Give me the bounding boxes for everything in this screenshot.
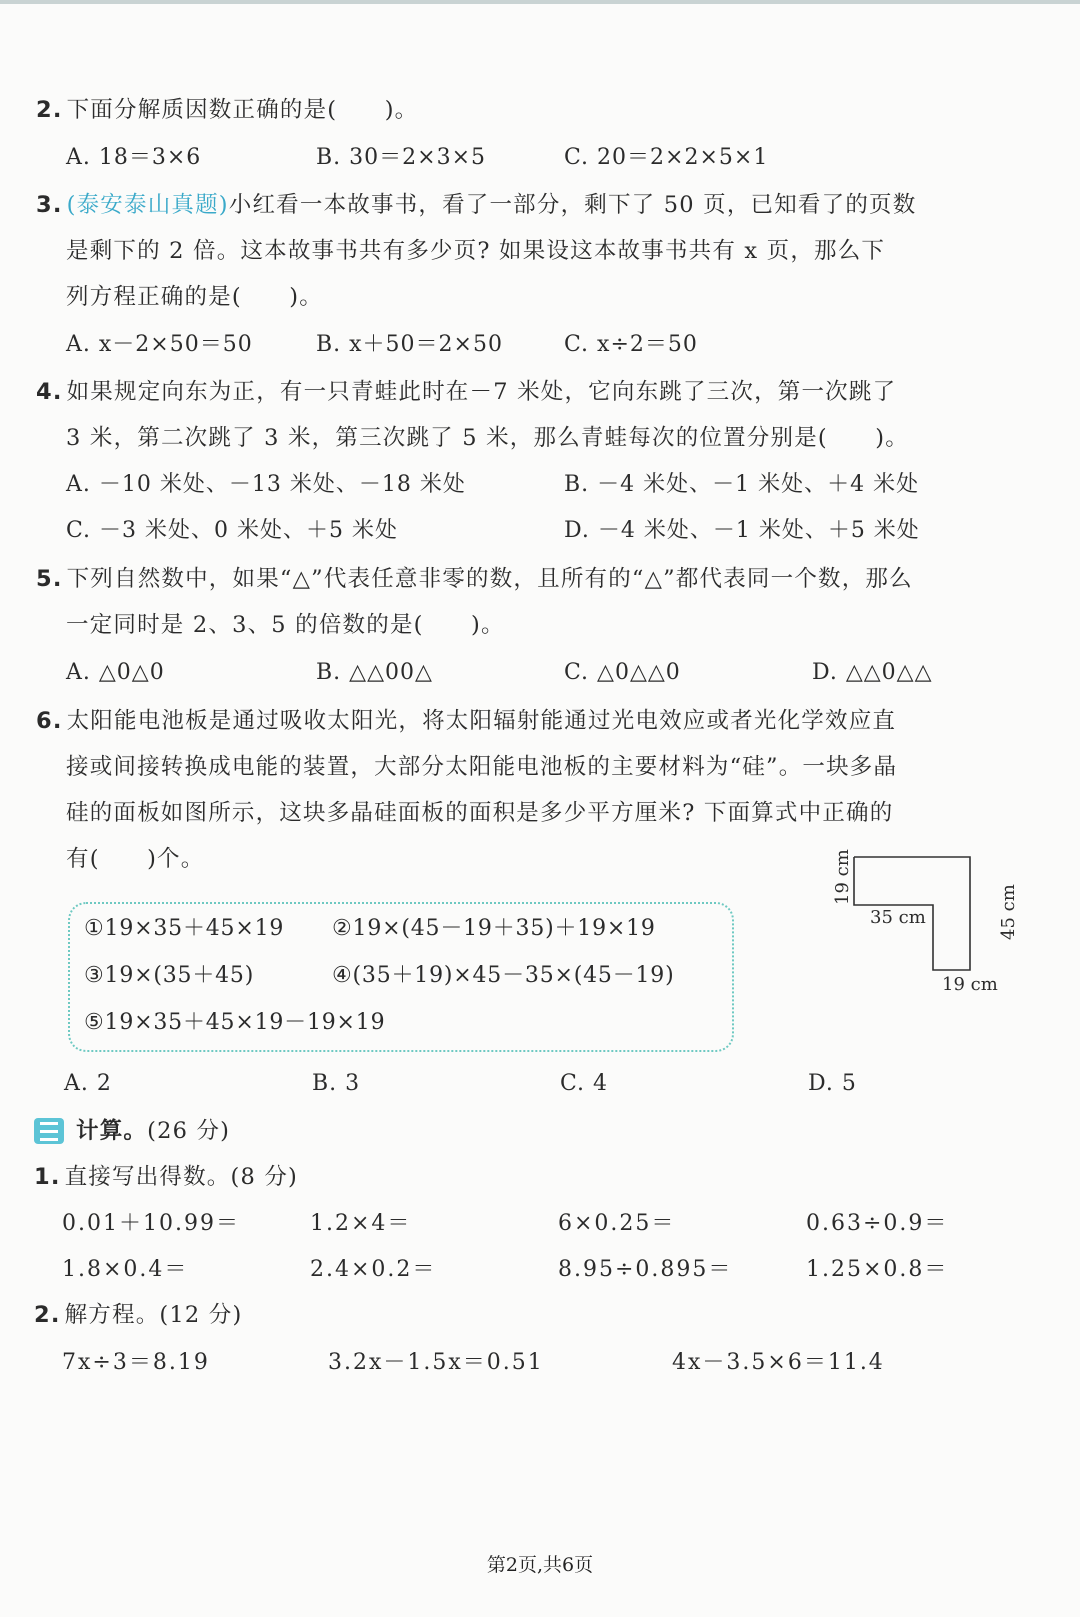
q2-option-a: A. 18＝3×6 (66, 145, 202, 170)
q6-option-a: A. 2 (64, 1071, 112, 1096)
calc-item: 0.01＋10.99＝ (62, 1211, 240, 1236)
equation-item: 4x－3.5×6＝11.4 (672, 1350, 885, 1375)
section-score: (26 分) (147, 1118, 231, 1144)
question-3-line-2: 是剩下的 2 倍。这本故事书共有多少页? 如果设这本故事书共有 x 页，那么下 (66, 238, 886, 264)
q5-option-b: B. △△00△ (316, 660, 433, 685)
q5-option-c: C. △0△△0 (564, 660, 681, 685)
page-top-border (0, 0, 1080, 4)
q2-option-b: B. 30＝2×3×5 (316, 145, 487, 170)
question-text: 如果规定向东为正，有一只青蛙此时在－7 米处，它向东跳了三次，第一次跳了 (66, 379, 897, 405)
question-number: 3. (36, 192, 63, 218)
q3-option-b: B. x＋50＝2×50 (316, 332, 503, 357)
q6-option-b: B. 3 (312, 1071, 361, 1096)
formula-5: ⑤19×35＋45×19－19×19 (84, 1010, 386, 1035)
question-text: 解方程。(12 分) (64, 1302, 243, 1328)
question-text: 太阳能电池板是通过吸收太阳光，将太阳辐射能通过光电效应或者光化学效应直 (66, 708, 897, 734)
calc-item: 1.8×0.4＝ (62, 1257, 189, 1282)
dimension-top-left-height: 19 cm (832, 849, 853, 905)
calc-item: 6×0.25＝ (558, 1211, 676, 1236)
q2-option-c: C. 20＝2×2×5×1 (564, 145, 769, 170)
q4-option-a: A. －10 米处、－13 米处、－18 米处 (66, 472, 466, 497)
question-6-line-1 (36, 706, 896, 736)
dimension-inner-width: 35 cm (870, 907, 926, 928)
question-5-line-1 (36, 564, 913, 594)
source-tag: (泰安泰山真题) (66, 192, 229, 218)
formula-3: ③19×(35＋45) (84, 963, 255, 988)
q5-option-d: D. △△0△△ (812, 660, 933, 685)
q4-option-c: C. －3 米处、0 米处、＋5 米处 (66, 518, 399, 543)
calc-1-title (34, 1162, 298, 1192)
q4-option-b: B. －4 米处、－1 米处、＋4 米处 (564, 472, 920, 497)
question-number: 2. (36, 97, 63, 123)
question-4-line-2: 3 米，第二次跳了 3 米，第三次跳了 5 米，那么青蛙每次的位置分别是( )。 (66, 425, 909, 451)
question-5-line-2: 一定同时是 2、3、5 的倍数的是( )。 (66, 612, 505, 638)
formula-1: ①19×35＋45×19 (84, 916, 285, 941)
section-title: 计算。 (76, 1118, 148, 1144)
formula-2: ②19×(45－19＋35)＋19×19 (332, 916, 656, 941)
question-text: 小红看一本故事书，看了一部分，剩下了 50 页，已知看了的页数 (228, 192, 917, 218)
page-number: 第2页,共6页 (486, 1554, 594, 1576)
question-6-line-2: 接或间接转换成电能的装置，大部分太阳能电池板的主要材料为“硅”。一块多晶 (66, 754, 898, 780)
calc-item: 2.4×0.2＝ (310, 1257, 437, 1282)
equation-item: 3.2x－1.5x＝0.51 (328, 1350, 544, 1375)
question-3-line-1 (36, 190, 916, 220)
question-6-line-4: 有( )个。 (66, 846, 205, 872)
q3-option-a: A. x－2×50＝50 (66, 332, 253, 357)
question-number: 4. (36, 379, 63, 405)
q5-option-a: A. △0△0 (66, 660, 165, 685)
question-3-line-3: 列方程正确的是( )。 (66, 284, 323, 310)
question-6-line-3: 硅的面板如图所示，这块多晶硅面板的面积是多少平方厘米? 下面算式中正确的 (66, 800, 894, 826)
question-text: 下列自然数中，如果“△”代表任意非零的数，且所有的“△”都代表同一个数，那么 (66, 566, 913, 592)
q6-option-c: C. 4 (560, 1071, 609, 1096)
formula-4: ④(35＋19)×45－35×(45－19) (332, 963, 675, 988)
question-4-line-1 (36, 377, 896, 407)
calc-item: 8.95÷0.895＝ (558, 1257, 733, 1282)
question-text: 直接写出得数。(8 分) (64, 1164, 299, 1190)
calc-item: 0.63÷0.9＝ (806, 1211, 949, 1236)
q4-option-d: D. －4 米处、－1 米处、＋5 米处 (564, 518, 920, 543)
dimension-right-height: 45 cm (998, 884, 1019, 940)
question-2-stem (36, 95, 418, 125)
question-number: 1. (34, 1164, 61, 1190)
question-text: 下面分解质因数正确的是( )。 (66, 97, 419, 123)
q3-option-c: C. x÷2＝50 (564, 332, 698, 357)
section-three-icon (34, 1118, 64, 1144)
question-number: 6. (36, 708, 63, 734)
calc-item: 1.25×0.8＝ (806, 1257, 949, 1282)
question-number: 5. (36, 566, 63, 592)
question-number: 2. (34, 1302, 61, 1328)
calc-2-title (34, 1300, 242, 1330)
q6-option-d: D. 5 (808, 1071, 857, 1096)
dimension-bottom-width: 19 cm (942, 974, 998, 995)
calc-item: 1.2×4＝ (310, 1211, 412, 1236)
equation-item: 7x÷3＝8.19 (62, 1350, 210, 1375)
section-three-heading (76, 1116, 230, 1146)
